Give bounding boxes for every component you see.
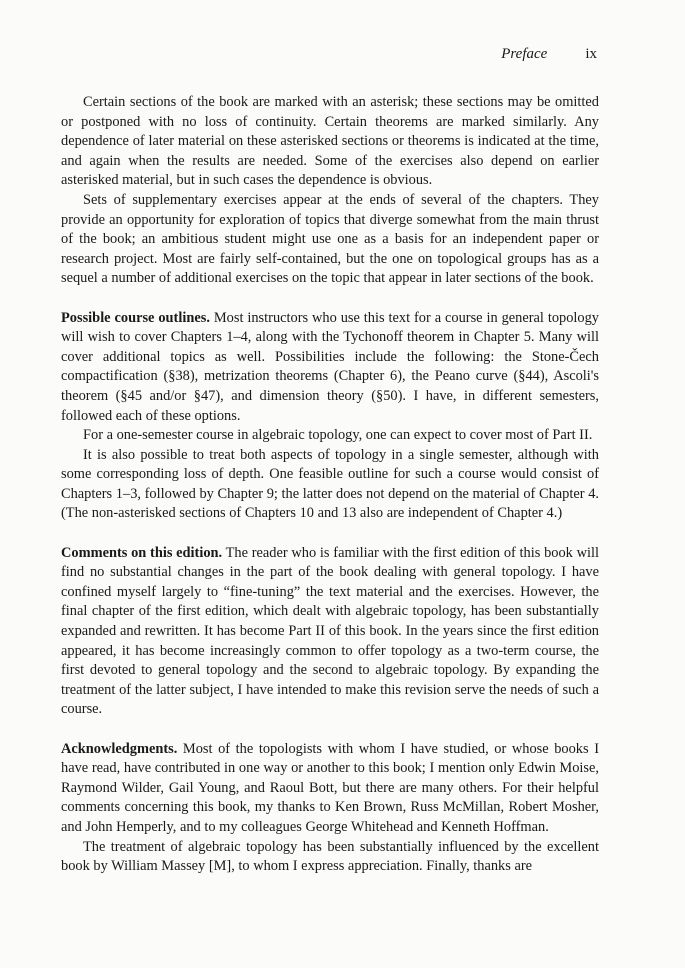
paragraph-acknowledgments [61, 740, 599, 838]
running-head-title: Preface [501, 46, 548, 62]
paragraph-text: Certain sections of the book are marked with an asterisk; these sections may be omitted or postponed with no loss of continuity. Certain theorems are marked similarly. Any dependence of later material on these asterisked sections or theorems is indicated at the time, and again when the results are needed. Some of the exercises also depend on earlier asterisked material, but in such cases the dependence is obvious. [61, 94, 599, 189]
paragraph-asterisk [61, 93, 599, 191]
paragraph-text: The reader who is familiar with the first edition of this book will find no substantial changes in the part of the book dealing with general topology. I have confined myself largely to “fine-tuning” the text material and the exercises. However, the final chapter of the first edition, which dealt with algebraic topology, has been substantially expanded and rewritten. It has become Part II of this book. In the years since the first edition appeared, it has become increasingly common to offer topology as a two-term course, the first devoted to general topology and the second to algebraic topology. By expanding the treatment of the latter subject, I have intended to make this revision serve the needs of such a course. [61, 544, 599, 718]
paragraph-text: Sets of supplementary exercises appear at the ends of several of the chapters. They provide an opportunity for exploration of topics that diverge somewhat from the main thrust of the book; an ambitious student might use one as a basis for an independent paper or research project. Most are fairly self-contained, but the one on topological groups has as a sequel a number of additional exercises on the topic that appear in later sections of the book. [61, 191, 599, 287]
page-number: ix [585, 46, 597, 62]
paragraph-text: The treatment of algebraic topology has been substantially influenced by the excellent book by William Massey [M], to whom I express appreciation. Finally, thanks are [61, 838, 599, 875]
preface-body [61, 93, 599, 877]
paragraph-course-outlines [61, 309, 599, 427]
paragraph-supplementary [61, 191, 599, 289]
paragraph-one-semester [61, 426, 599, 446]
section-heading-edition: Comments on this edition. [61, 544, 223, 561]
section-heading-course-outlines: Possible course outlines. [61, 309, 210, 326]
paragraph-text: It is also possible to treat both aspects of topology in a single semester, although with some corresponding loss of depth. One feasible outline for such a course would consist of Chapters 1–3, followed by Chapter 9; the latter does not depend on the material of Chapter 4. (The non-asterisked sections of Chapters 10 and 13 also are independent of Chapter 4.) [61, 446, 599, 522]
section-heading-acknowledgments: Acknowledgments. [61, 740, 178, 757]
paragraph-both-aspects [61, 446, 599, 524]
paragraph-text: For a one-semester course in algebraic topology, one can expect to cover most of Part II. [83, 427, 593, 444]
running-head [501, 46, 597, 63]
paragraph-text: Most of the topologists with whom I have studied, or whose books I have read, have contributed in one way or another to this book; I mention only Edwin Moise, Raymond Wilder, Gail Young, and Raoul Bott, but there are many others. For their helpful comments concerning this book, my thanks to Ken Brown, Russ McMillan, Robert Mosher, and John Hemperly, and to my colleagues George Whitehead and Kenneth Hoffman. [61, 740, 599, 835]
paragraph-edition-comments [61, 544, 599, 720]
paragraph-text: Most instructors who use this text for a course in general topology will wish to cover Chapters 1–4, along with the Tychonoff theorem in Chapter 5. Many will cover additional topics as well. Possibilities include the following: the Stone-Čech compactification (§38), metrization theorems (Chapter 6), the Peano curve (§44), Ascoli's theorem (§45 and/or §47), and dimension theory (§50). I have, in different semesters, followed each of these options. [61, 309, 599, 424]
paragraph-massey [61, 838, 599, 877]
